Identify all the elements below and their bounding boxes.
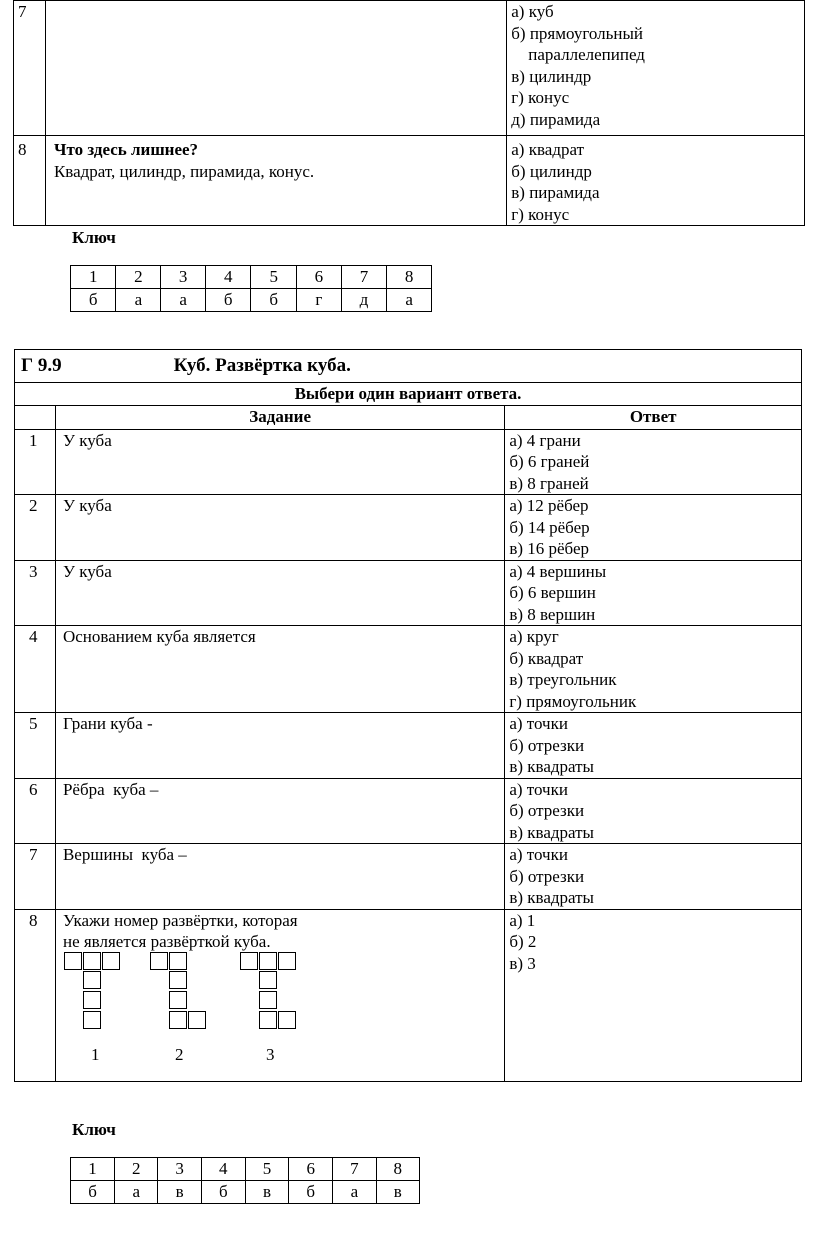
top-quiz-table xyxy=(13,0,805,226)
table-row xyxy=(15,495,802,561)
table-row xyxy=(15,429,802,495)
key-number: 6 xyxy=(296,266,341,289)
table-row xyxy=(15,626,802,713)
task-text: не является развёрткой куба. xyxy=(62,932,271,951)
answer-option: а) 1 xyxy=(509,910,536,930)
answer-option: б) 2 xyxy=(509,932,537,951)
key-number: 5 xyxy=(245,1158,288,1181)
answer-option: г) конус xyxy=(511,88,570,107)
answer-option: г) конус xyxy=(511,204,570,224)
answer-cell xyxy=(505,560,802,626)
section-code: Г 9.9 xyxy=(21,355,62,377)
key-answer: г xyxy=(296,289,341,312)
task-column-header: Задание xyxy=(55,405,504,429)
table-row xyxy=(15,909,802,1081)
answer-option: а) точки xyxy=(509,779,568,799)
answer-option: а) точки xyxy=(509,845,568,864)
row-number: 8 xyxy=(14,136,46,226)
task-cell: Вершины куба – xyxy=(55,844,504,910)
key-answers-row xyxy=(71,1181,420,1204)
task-cell: У куба xyxy=(55,429,504,495)
table-row xyxy=(15,778,802,844)
key-number: 1 xyxy=(71,1158,115,1181)
key-number: 8 xyxy=(376,1158,419,1181)
answer-option: а) 4 вершины xyxy=(509,561,607,581)
answer-option: б) отрезки xyxy=(509,866,585,886)
key-number: 7 xyxy=(341,266,386,289)
answer-option: а) квадрат xyxy=(511,140,585,159)
table-row xyxy=(14,1,805,136)
key-answer: б xyxy=(251,289,296,312)
answer-option: б) 6 вершин xyxy=(509,583,596,602)
answer-cell xyxy=(505,778,802,844)
answer-cell xyxy=(507,136,805,226)
answer-cell xyxy=(505,909,802,1081)
answer-option: б) 6 граней xyxy=(509,452,590,471)
net-label: 1 xyxy=(90,1044,100,1064)
key-answer: в xyxy=(158,1181,201,1204)
answer-key-table xyxy=(70,1157,420,1204)
key-number: 7 xyxy=(333,1158,376,1181)
cube-net-1 xyxy=(64,952,124,1034)
key-answer: д xyxy=(341,289,386,312)
answer-option: д) пирамида xyxy=(511,109,601,129)
answer-option: б) прямоугольный xyxy=(511,23,644,43)
key-answer: б xyxy=(205,289,250,312)
key-answer: б xyxy=(289,1181,333,1204)
task-cell: У куба xyxy=(55,495,504,561)
row-number: 7 xyxy=(14,1,46,136)
answer-option: в) квадраты xyxy=(509,888,594,907)
answer-option: в) пирамида xyxy=(511,183,600,202)
instruction: Выбери один вариант ответа. xyxy=(15,383,802,406)
task-cell: Грани куба - xyxy=(55,713,504,779)
answer-option: в) цилиндр xyxy=(511,66,592,86)
section-header-row xyxy=(15,350,802,383)
key-answer: а xyxy=(333,1181,376,1204)
table-row xyxy=(15,560,802,626)
answer-cell xyxy=(507,1,805,136)
table-row xyxy=(14,136,805,226)
task-cell: Рёбра куба – xyxy=(55,778,504,844)
instruction-row xyxy=(15,383,802,406)
answer-option: в) квадраты xyxy=(509,822,594,842)
answer-option: б) 14 рёбер xyxy=(509,517,590,537)
answer-cell xyxy=(505,429,802,495)
answer-cell xyxy=(505,713,802,779)
section-header xyxy=(15,350,802,383)
key-number: 6 xyxy=(289,1158,333,1181)
answer-option: в) 8 граней xyxy=(509,473,589,493)
section-quiz-table xyxy=(14,349,802,1082)
key-label: Ключ xyxy=(72,228,116,247)
key-number: 3 xyxy=(158,1158,201,1181)
answer-cell xyxy=(505,626,802,713)
cube-net-3 xyxy=(240,952,300,1034)
key-numbers-row xyxy=(71,266,432,289)
answer-option: в) квадраты xyxy=(509,757,594,776)
key-answer: а xyxy=(387,289,432,312)
row-number: 1 xyxy=(15,429,56,495)
answer-option: б) цилиндр xyxy=(511,161,592,181)
task-cell: У куба xyxy=(55,560,504,626)
question-cell xyxy=(45,1,506,136)
answer-option: параллелепипед xyxy=(511,45,645,64)
key-number: 1 xyxy=(71,266,116,289)
cube-net-2 xyxy=(150,952,210,1034)
net-label: 3 xyxy=(265,1044,275,1064)
key-answers-row xyxy=(71,289,432,312)
key-answer: а xyxy=(115,1181,158,1204)
question-text: Квадрат, цилиндр, пирамида, конус. xyxy=(53,161,315,181)
answer-key-table xyxy=(70,265,432,312)
answer-option: а) круг xyxy=(509,627,559,646)
table-row xyxy=(15,844,802,910)
task-cell: Основанием куба является xyxy=(55,626,504,713)
key-number: 4 xyxy=(201,1158,245,1181)
question-cell xyxy=(45,136,506,226)
answer-option: в) 16 рёбер xyxy=(509,539,590,558)
key-answer: б xyxy=(201,1181,245,1204)
answer-option: б) отрезки xyxy=(509,735,585,755)
row-number: 2 xyxy=(15,495,56,561)
answer-column-header: Ответ xyxy=(505,405,802,429)
answer-option: в) треугольник xyxy=(509,670,617,689)
question-title: Что здесь лишнее? xyxy=(53,140,199,159)
key-answer: б xyxy=(71,1181,115,1204)
number-header xyxy=(15,405,56,429)
answer-option: а) куб xyxy=(511,2,554,21)
answer-option: в) 3 xyxy=(509,953,536,973)
answer-option: а) 12 рёбер xyxy=(509,496,589,515)
key-answer: а xyxy=(116,289,161,312)
key-label: Ключ xyxy=(72,1120,116,1139)
answer-option: в) 8 вершин xyxy=(509,604,596,624)
task-cell xyxy=(55,909,504,1081)
key-numbers-row xyxy=(71,1158,420,1181)
key-number: 8 xyxy=(387,266,432,289)
row-number: 8 xyxy=(15,909,56,1081)
row-number: 6 xyxy=(15,778,56,844)
answer-option: б) квадрат xyxy=(509,648,584,668)
key-number: 2 xyxy=(115,1158,158,1181)
row-number: 3 xyxy=(15,560,56,626)
answer-option: г) прямоугольник xyxy=(509,691,637,711)
answer-cell xyxy=(505,844,802,910)
row-number: 5 xyxy=(15,713,56,779)
key-number: 5 xyxy=(251,266,296,289)
key-answer: в xyxy=(245,1181,288,1204)
row-number: 4 xyxy=(15,626,56,713)
answer-option: б) отрезки xyxy=(509,801,585,820)
key-number: 3 xyxy=(161,266,206,289)
key-answer: в xyxy=(376,1181,419,1204)
task-text: Укажи номер развёртки, которая xyxy=(62,910,298,930)
key-answer: б xyxy=(71,289,116,312)
answer-option: а) 4 грани xyxy=(509,430,581,450)
section-title: Куб. Развёртка куба. xyxy=(173,355,351,377)
key-answer: а xyxy=(161,289,206,312)
key-number: 2 xyxy=(116,266,161,289)
net-label: 2 xyxy=(174,1044,184,1064)
answer-cell xyxy=(505,495,802,561)
table-row xyxy=(15,713,802,779)
key-number: 4 xyxy=(205,266,250,289)
answer-option: а) точки xyxy=(509,714,568,733)
column-header-row xyxy=(15,405,802,429)
row-number: 7 xyxy=(15,844,56,910)
